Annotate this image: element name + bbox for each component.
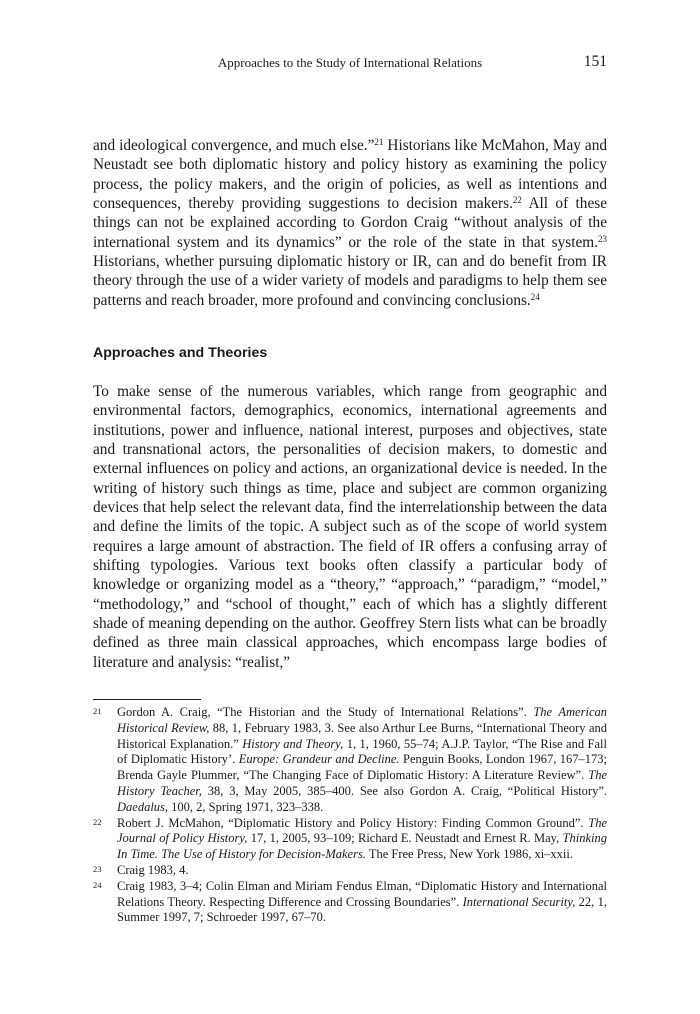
italic-title: The Journal of Policy History,: [117, 815, 607, 846]
footnote-divider: [93, 699, 201, 700]
text-run: and ideological convergence, and much else.”: [93, 137, 375, 154]
footnote-number: 24: [93, 879, 102, 890]
text-run: Gordon A. Craig, “The Historian and the Study of International Relations”.: [117, 705, 534, 719]
footnote-text: Craig 1983, 4.: [117, 862, 189, 877]
text-run: Craig 1983, 3–4; Colin Elman and Miriam Fendus Elman, “Diplomatic History and International Relations Theory. Respecting Difference and Crossing Boundaries”.: [117, 878, 607, 909]
footnote-number: 21: [93, 706, 102, 716]
italic-title: The American Historical Review,: [117, 705, 607, 735]
italic-title: Europe: Grandeur and Decline.: [238, 752, 400, 767]
page-number: 151: [583, 53, 607, 70]
footnote-23: [93, 863, 607, 879]
italic-title: History and Theory,: [242, 736, 344, 751]
footnote-ref-24[interactable]: 24: [530, 291, 540, 302]
section-heading: Approaches and Theories: [93, 345, 268, 361]
text-run: 22, 1, Summer 1997, 7; Schroeder 1997, 67–70.: [117, 894, 608, 925]
footnote-22: [93, 816, 607, 863]
text-run: 1, 1, 1960, 55–74; A.J.P. Taylor, “The Rise and Fall of Diplomatic History’.: [117, 736, 607, 767]
footnote-text: [117, 879, 607, 926]
running-header: [93, 54, 607, 74]
footnote-number: 22: [93, 816, 102, 827]
text-run: Robert J. McMahon, “Diplomatic History and Policy History: Finding Common Ground”.: [117, 815, 589, 830]
text-run: 38, 3, May 2005, 385–400. See also Gordon A. Craig, “Political History”.: [201, 783, 608, 798]
footnote-text: [117, 705, 607, 816]
footnote-24: [93, 879, 607, 926]
footnotes: [93, 705, 607, 926]
footnote-ref-22[interactable]: 22: [512, 195, 522, 206]
text-run: All of these things can not be explained according to Gordon Craig “without analysis of the international system and its dynamics” or the role of the state in that system.: [93, 195, 607, 251]
text-run: 100, 2, Spring 1971, 323–338.: [168, 799, 324, 814]
italic-title: The History Teacher,: [117, 768, 607, 798]
italic-title: International Security,: [462, 894, 576, 909]
text-run: Historians like McMahon, May and Neustadt see both diplomatic history and policy history as examining the policy process, the policy makers, and the origin of policies, as well as intentions and consequences, thereby providing suggestions to decision makers.: [93, 137, 607, 213]
footnote-21: [93, 705, 607, 816]
body-paragraph-1: [93, 136, 607, 310]
italic-title: Thinking In Time. The Use of History for Decision-Makers.: [117, 831, 607, 862]
footnote-number: 23: [93, 863, 102, 874]
text-run: 88, 1, February 1983, 3. See also Arthur Lee Burns, “International Theory and Historical Explanation.”: [117, 720, 608, 751]
text-run: Historians, whether pursuing diplomatic history or IR, can and do benefit from IR theory through the use of a wider variety of models and paradigms to help them see patterns and reach broader, more profound and convincing conclusions.: [93, 253, 607, 309]
footnote-text: [117, 816, 607, 863]
body-paragraph-2: To make sense of the numerous variables, which range from geographic and environmental factors, demographics, economics, international agreements and institutions, power and influence, national interest, purposes and objectives, state and transnational actors, the personalities of decision makers, to domestic and external influences on policy and actions, an organizational device is needed. In the writing of history such things as time, place and subject are common organizing devices that help select the relevant data, find the interrelationship between the data and define the limits of the topic. A subject such as of the scope of world system requires a large amount of abstraction. The field of IR offers a confusing array of shifting typologies. Various text books often classify a particular body of knowledge or organizing model as a “theory,” “approach,” “paradigm,” “model,” “methodology,” and “school of thought,” each of which has a slightly different shade of meaning depending on the author. Geoffrey Stern lists what can be broadly defined as three main classical approaches, which encompass large bodies of literature and analysis: “realist,”: [93, 383, 607, 671]
text-run: Penguin Books, London 1967, 167–173; Brenda Gayle Plummer, “The Changing Face of Diplomatic History: A Literature Review”.: [117, 752, 607, 783]
footnote-ref-23[interactable]: 23: [598, 233, 607, 244]
footnote-ref-21[interactable]: 21: [374, 137, 384, 147]
running-title: Approaches to the Study of International Relations: [217, 55, 483, 70]
text-run: The Free Press, New York 1986, xi–xxii.: [365, 847, 573, 862]
text-run: 17, 1, 2005, 93–109; Richard E. Neustadt and Ernest R. May,: [247, 831, 563, 846]
italic-title: Daedalus,: [117, 799, 169, 814]
